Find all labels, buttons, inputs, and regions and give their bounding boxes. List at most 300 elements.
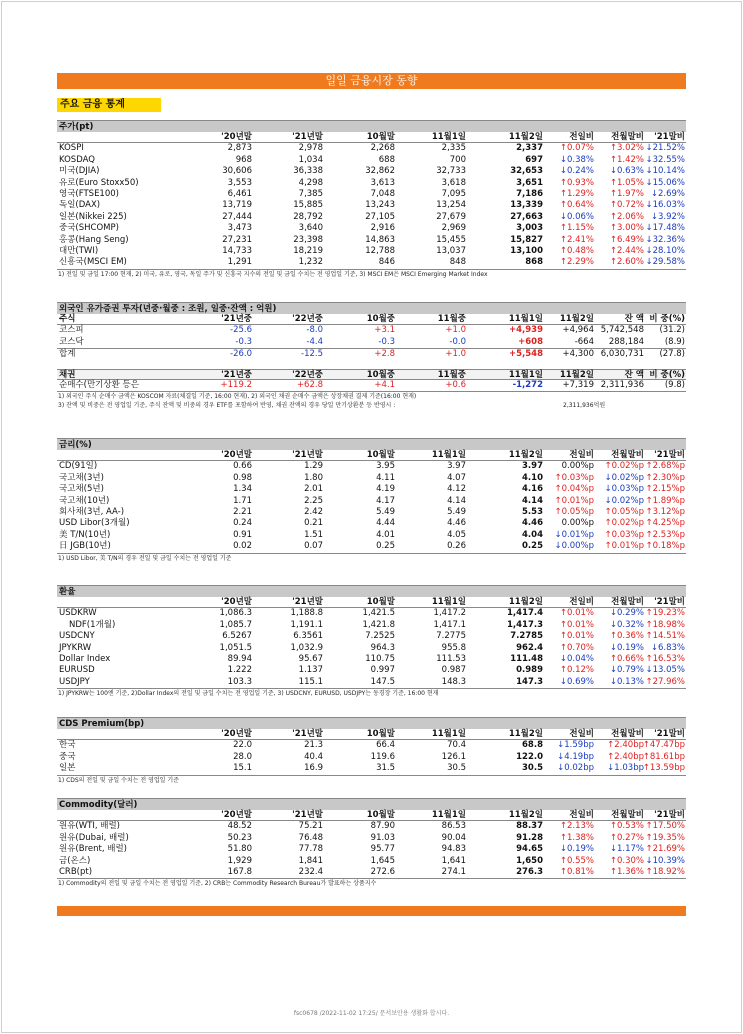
cell: ↑2.40bp [607, 751, 644, 762]
cell: 국고채(3년) [59, 472, 104, 483]
cell: 700 [449, 154, 466, 165]
column-header: '21말비 [654, 729, 685, 739]
cell: ↑2.29% [559, 257, 594, 268]
column-header: 10월말 [366, 597, 395, 607]
cell: 4.14 [447, 495, 466, 506]
cell: 15,885 [293, 200, 323, 211]
section-header: 금리(%) [57, 438, 686, 450]
cell: 126.1 [441, 751, 466, 762]
cell: ↑0.01%p [604, 541, 644, 552]
cell: ↑17.50% [645, 821, 685, 832]
cell: 1,417.3 [506, 619, 543, 630]
cell: 1,650 [516, 855, 543, 866]
cell: 94.65 [516, 844, 543, 855]
cell: 유로(Euro Stoxx50) [59, 177, 139, 188]
table-row [57, 867, 686, 878]
cell: 4.01 [376, 529, 395, 540]
cell: 95.67 [298, 653, 323, 664]
cell: ↑0.02%p [604, 518, 644, 529]
cell: 274.1 [441, 866, 466, 877]
cell: ↑0.64% [559, 200, 594, 211]
cell: 日 JGB(10년) [59, 541, 111, 552]
cell: 868 [525, 257, 543, 268]
cell: ↓32.55% [645, 154, 685, 165]
cell: 영국(FTSE100) [59, 188, 119, 199]
column-header-row [57, 597, 686, 608]
cell: 95.77 [370, 844, 395, 855]
cell: ↓32.36% [645, 234, 685, 245]
cell: 3,003 [516, 223, 543, 234]
cell: 846 [378, 257, 395, 268]
cell: 4.10 [522, 472, 543, 483]
cell: 중국(SHCOMP) [59, 223, 119, 234]
cell: 6,030,731 [600, 349, 644, 360]
table-row [57, 763, 686, 774]
column-header: '21년말 [292, 132, 323, 142]
cell: JPYKRW [59, 642, 92, 653]
cell: 15,827 [510, 234, 543, 245]
column-header: 잔 액 [624, 314, 644, 324]
table-note: 1) CDS의 전일 및 금일 수치는 전 영업일 기준 [57, 775, 686, 785]
section-header: 주가(pt) [57, 120, 686, 132]
cell: 2,978 [298, 143, 323, 154]
cell: 13,719 [222, 200, 252, 211]
cell: +1.0 [445, 349, 466, 360]
table-row [57, 143, 686, 154]
table-row [57, 507, 686, 518]
cell: 1,191.1 [290, 619, 323, 630]
cell: 1,841 [298, 855, 323, 866]
cell: 697 [525, 154, 543, 165]
table-row [57, 178, 686, 189]
cell: ↓0.00%p [554, 541, 594, 552]
cell: 76.48 [298, 832, 323, 843]
cell: ↑2.41% [559, 234, 594, 245]
cell: +1.0 [445, 325, 466, 336]
cell: 합계 [59, 349, 76, 360]
section-header: CDS Premium(bp) [57, 717, 686, 729]
cell: 111.53 [436, 653, 466, 664]
cell: 0.21 [304, 518, 323, 529]
cell: 4.46 [522, 518, 543, 529]
cell: ↑2.53%p [645, 529, 685, 540]
section-subtitle: 주요 금융 통계 [57, 98, 161, 112]
cell: 94.83 [441, 844, 466, 855]
commodity-section [57, 798, 686, 888]
table-row [57, 631, 686, 642]
cell: CD(91일) [59, 461, 98, 472]
column-header: 11월2일 [559, 369, 594, 380]
cell: 31.5 [376, 763, 395, 774]
cell: ↑0.01% [559, 608, 594, 619]
cell: 288,184 [608, 336, 644, 347]
table-note [57, 401, 686, 410]
cell: +2.8 [374, 349, 395, 360]
table-row [57, 752, 686, 763]
cell: 86.53 [441, 821, 466, 832]
cell: ↑1.36% [609, 866, 644, 877]
cell: 964.3 [370, 642, 395, 653]
cell: 22.0 [233, 740, 252, 751]
cell: ↑47.47bp [642, 740, 685, 751]
cell: ↑0.03%p [554, 472, 594, 483]
section-header: 환율 [57, 585, 686, 597]
column-header: 11월1일 [431, 729, 466, 739]
cell: ↓0.03%p [604, 484, 644, 495]
column-header: 11월2일 [508, 597, 543, 607]
cell: 32,653 [510, 166, 543, 177]
cell: ↑0.01% [559, 619, 594, 630]
table-row [57, 530, 686, 541]
cell: ↓0.29% [609, 608, 644, 619]
column-header: 전일비 [569, 729, 594, 739]
cell: 1,188.8 [290, 608, 323, 619]
cell: 6.5267 [222, 631, 252, 642]
table-row [57, 166, 686, 177]
cell: ↑0.02%p [604, 461, 644, 472]
table-row [57, 246, 686, 257]
cell: ↓15.06% [645, 177, 685, 188]
table-note: 1) 전일 및 금일 17:00 현재, 2) 미국, 유로, 영국, 독일 주가 및 신흥국 지수의 전일 및 금일 수치는 전 영업일 기준, 3) MSCI EM은 MSCI Emerging Market Index [57, 269, 686, 279]
footer-note: fsc0678 /2022-11-02 17:25/ 문서보안용 생활화 합시다. [293, 1010, 450, 1017]
cell: 7,385 [298, 188, 323, 199]
cell: 12,788 [365, 245, 395, 256]
cell: ↓10.14% [645, 166, 685, 177]
cell: ↓0.02bp [557, 763, 594, 774]
column-header: 전월말비 [611, 810, 644, 820]
column-header: 전일비 [569, 597, 594, 607]
cell: ↓1.17% [609, 844, 644, 855]
cell: ↓10.39% [645, 855, 685, 866]
cell: 2.21 [233, 506, 252, 517]
column-header: 10월말 [366, 132, 395, 142]
cell: 27,679 [436, 211, 466, 222]
cell: ↑19.23% [645, 608, 685, 619]
cell: +119.2 [220, 379, 252, 390]
cell: ↓0.63% [609, 166, 644, 177]
section-header: 외국인 유가증권 투자(년중·월중 : 조원, 일중·잔액 : 억원) [57, 302, 686, 314]
table-row [57, 348, 686, 359]
column-header: '22년중 [292, 369, 323, 380]
cell: ↑1.97% [609, 188, 644, 199]
cell: 232.4 [298, 866, 323, 877]
cell: 18,219 [293, 245, 323, 256]
cell: 국고채(5년) [59, 484, 104, 495]
cell: 5.53 [522, 506, 543, 517]
cell: ↓28.10% [645, 245, 685, 256]
table-row [57, 325, 686, 336]
cell: 103.3 [227, 676, 252, 687]
note-text: 3) 잔액 및 비중은 전 영업일 기준, 주식 잔액 및 비중의 경우 ETF를 포함하여 반영, 채권 잔액의 경우 당일 만기상환분 등 반영시 : [58, 402, 396, 410]
cell: (27.8) [659, 349, 685, 360]
table-row [57, 620, 686, 631]
cell: ↓0.24% [559, 166, 594, 177]
cell: 2.42 [304, 506, 323, 517]
cell: 금(온스) [59, 855, 91, 866]
cell: ↑1.42% [609, 154, 644, 165]
cell: 1.137 [298, 665, 323, 676]
cell: 848 [449, 257, 466, 268]
cell: 0.07 [304, 541, 323, 552]
cell: ↓4.19bp [557, 751, 594, 762]
cell: KOSDAQ [59, 154, 95, 165]
cell: ↓6.83% [650, 642, 685, 653]
cell: -26.0 [230, 349, 252, 360]
cell: ↑2.40bp [607, 740, 644, 751]
cell: ↑16.53% [645, 653, 685, 664]
cell: ↑27.96% [645, 676, 685, 687]
cell: 1,417.4 [506, 608, 543, 619]
table-row [57, 337, 686, 348]
cell: 7,095 [441, 188, 466, 199]
cell: (31.2) [659, 325, 685, 336]
cell: ↑1.05% [609, 177, 644, 188]
cds-section [57, 717, 686, 785]
cell: ↑18.92% [645, 866, 685, 877]
cell: ↑0.66% [609, 653, 644, 664]
cell: 6,461 [227, 188, 252, 199]
cell: ↑4.25%p [645, 518, 685, 529]
cell: 27,105 [365, 211, 395, 222]
table-row [57, 643, 686, 654]
cell: 코스닥 [59, 336, 84, 347]
cell: 77.78 [298, 844, 323, 855]
cell: 1.34 [233, 484, 252, 495]
cell: USD Libor(3개월) [59, 518, 130, 529]
cell: 독일(DAX) [59, 200, 101, 211]
cell: ↓16.03% [645, 200, 685, 211]
column-header: '20년말 [221, 450, 252, 460]
cell: 36,338 [293, 166, 323, 177]
cell: 회사채(3년, AA-) [59, 506, 125, 517]
cell: +4,300 [562, 349, 594, 360]
cell: 미국(DJIA) [59, 166, 100, 177]
table-row [57, 821, 686, 832]
column-header-row [57, 132, 686, 143]
cell: 15,455 [436, 234, 466, 245]
cell: 111.48 [510, 653, 543, 664]
cell: ↑0.01% [559, 631, 594, 642]
cell: 2,873 [227, 143, 252, 154]
cell: 1,645 [370, 855, 395, 866]
cell: 원유(Brent, 배럴) [59, 844, 127, 855]
cell: 2,311,936 [600, 379, 644, 390]
cell: 1,051.5 [219, 642, 252, 653]
cell: ↑1.89%p [645, 495, 685, 506]
cell: USDJPY [59, 676, 90, 687]
cell: ↓0.19% [609, 642, 644, 653]
column-header: 11월2일 [508, 132, 543, 142]
cell: 1,232 [298, 257, 323, 268]
cell: 3.97 [447, 461, 466, 472]
cell: 955.8 [441, 642, 466, 653]
cell: 21.3 [304, 740, 323, 751]
cell: ↑3.02% [609, 143, 644, 154]
cell: ↓2.69% [650, 188, 685, 199]
column-header: 전월말비 [611, 597, 644, 607]
cell: 7.2775 [436, 631, 466, 642]
cell: ↓0.32% [609, 619, 644, 630]
cell: 5.49 [376, 506, 395, 517]
cell: 원유(Dubai, 배럴) [59, 832, 129, 843]
cell: 2,916 [370, 223, 395, 234]
cell: ↓0.01%p [554, 529, 594, 540]
cell: ↑18.98% [645, 619, 685, 630]
foreign-investment-section [57, 302, 686, 410]
cell: 68.8 [522, 740, 543, 751]
cell: ↓0.69% [559, 676, 594, 687]
cell: ↑0.05%p [604, 506, 644, 517]
bottom-bar [57, 906, 686, 916]
cell: 75.21 [298, 821, 323, 832]
column-header: '20년말 [221, 810, 252, 820]
column-header: 11월2일 [508, 450, 543, 460]
cell: 23,398 [293, 234, 323, 245]
cell: 3,473 [227, 223, 252, 234]
cell: 중국 [59, 751, 76, 762]
cell: +4.1 [374, 379, 395, 390]
cell: 968 [235, 154, 252, 165]
cell: ↑0.81% [559, 866, 594, 877]
cell: USDKRW [59, 608, 97, 619]
cell: ↑2.68%p [645, 461, 685, 472]
column-header: 10월말 [366, 450, 395, 460]
cell: 4.04 [522, 529, 543, 540]
cell: ↑3.00% [609, 223, 644, 234]
cell: -0.0 [449, 336, 466, 347]
column-header: '21년말 [292, 597, 323, 607]
cell: 0.989 [516, 665, 543, 676]
column-header: '21말비 [654, 810, 685, 820]
cell: 7,048 [370, 188, 395, 199]
cell: 148.3 [441, 676, 466, 687]
cell: 일본(Nikkei 225) [59, 211, 127, 222]
cell: 1.51 [304, 529, 323, 540]
cell: 4.12 [447, 484, 466, 495]
cell: 13,254 [436, 200, 466, 211]
cell: ↑6.49% [609, 234, 644, 245]
stocks-section [57, 120, 686, 279]
cell: ↓0.79% [609, 665, 644, 676]
cell: 0.24 [233, 518, 252, 529]
cell: 0.91 [233, 529, 252, 540]
table-row [57, 518, 686, 529]
column-header: '20년말 [221, 597, 252, 607]
table-row [57, 223, 686, 234]
table-row [57, 844, 686, 855]
cell: ↑0.36% [609, 631, 644, 642]
cell: 1,929 [227, 855, 252, 866]
cell: 32,733 [436, 166, 466, 177]
cell: -0.3 [235, 336, 252, 347]
cell: 30,606 [222, 166, 252, 177]
cell: 4.05 [447, 529, 466, 540]
cell: ↓0.13% [609, 676, 644, 687]
cell: 13,243 [365, 200, 395, 211]
cell: 14,863 [365, 234, 395, 245]
cell: 3,553 [227, 177, 252, 188]
cell: ↑0.93% [559, 177, 594, 188]
cell: 일본 [59, 763, 76, 774]
cell: 1,417.2 [433, 608, 466, 619]
table-row [57, 155, 686, 166]
rates-section [57, 438, 686, 563]
cell: 962.4 [516, 642, 543, 653]
cell: 122.0 [516, 751, 543, 762]
cell: 0.00%p [561, 461, 594, 472]
column-header: 비 중(%) [649, 314, 685, 324]
column-header-row [57, 729, 686, 740]
column-header: 11월1일 [508, 369, 543, 380]
section-header: Commodity(달러) [57, 798, 686, 810]
column-header: '20년말 [221, 729, 252, 739]
table-row [57, 856, 686, 867]
cell: ↑0.05%p [554, 506, 594, 517]
page-title: 일일 금융시장 동향 [57, 73, 686, 89]
cell: 1,641 [441, 855, 466, 866]
table-row [57, 665, 686, 676]
cell: ↑19.35% [645, 832, 685, 843]
cell: ↑0.72% [609, 200, 644, 211]
cell: 0.66 [233, 461, 252, 472]
cell: 2,337 [516, 143, 543, 154]
cell: 15.1 [233, 763, 252, 774]
cell: ↓0.02%p [604, 472, 644, 483]
column-header: 비 중(%) [649, 369, 685, 380]
cell: 13,037 [436, 245, 466, 256]
table-row [57, 740, 686, 751]
cell: ↓1.59bp [557, 740, 594, 751]
cell: ↑0.03%p [604, 529, 644, 540]
cell: 2,335 [441, 143, 466, 154]
column-header: '21년말 [292, 729, 323, 739]
cell: ↓29.58% [645, 257, 685, 268]
cell: 4.16 [522, 484, 543, 495]
table-row [57, 654, 686, 665]
cell: 원유(WTI, 배럴) [59, 821, 120, 832]
cell: ↑2.06% [609, 211, 644, 222]
cell: 91.28 [516, 832, 543, 843]
cell: CRB(pt) [59, 866, 93, 877]
cell: ↓21.52% [645, 143, 685, 154]
column-header: 주식 [59, 314, 76, 324]
column-header: 전일비 [569, 132, 594, 142]
column-header: 10월말 [366, 810, 395, 820]
cell: 0.26 [447, 541, 466, 552]
cell: 0.987 [441, 665, 466, 676]
cell: 27,444 [222, 211, 252, 222]
cell: 14,733 [222, 245, 252, 256]
cell: ↑2.44% [609, 245, 644, 256]
cell: 1.29 [304, 461, 323, 472]
cell: ↑2.60% [609, 257, 644, 268]
cell: ↓1.03bp [607, 763, 644, 774]
cell: ↑2.15%p [645, 484, 685, 495]
column-header: 전일비 [569, 450, 594, 460]
cell: (8.9) [664, 336, 685, 347]
cell: 2.01 [304, 484, 323, 495]
cell: +3.1 [374, 325, 395, 336]
table-row [57, 257, 686, 268]
cell: 66.4 [376, 740, 395, 751]
cell: -0.3 [378, 336, 395, 347]
column-header: 11월1일 [431, 132, 466, 142]
cell: 0.25 [522, 541, 543, 552]
cell: NDF(1개월) [69, 619, 116, 630]
cell: 89.94 [227, 653, 252, 664]
cell: -8.0 [306, 325, 323, 336]
table-row [57, 212, 686, 223]
